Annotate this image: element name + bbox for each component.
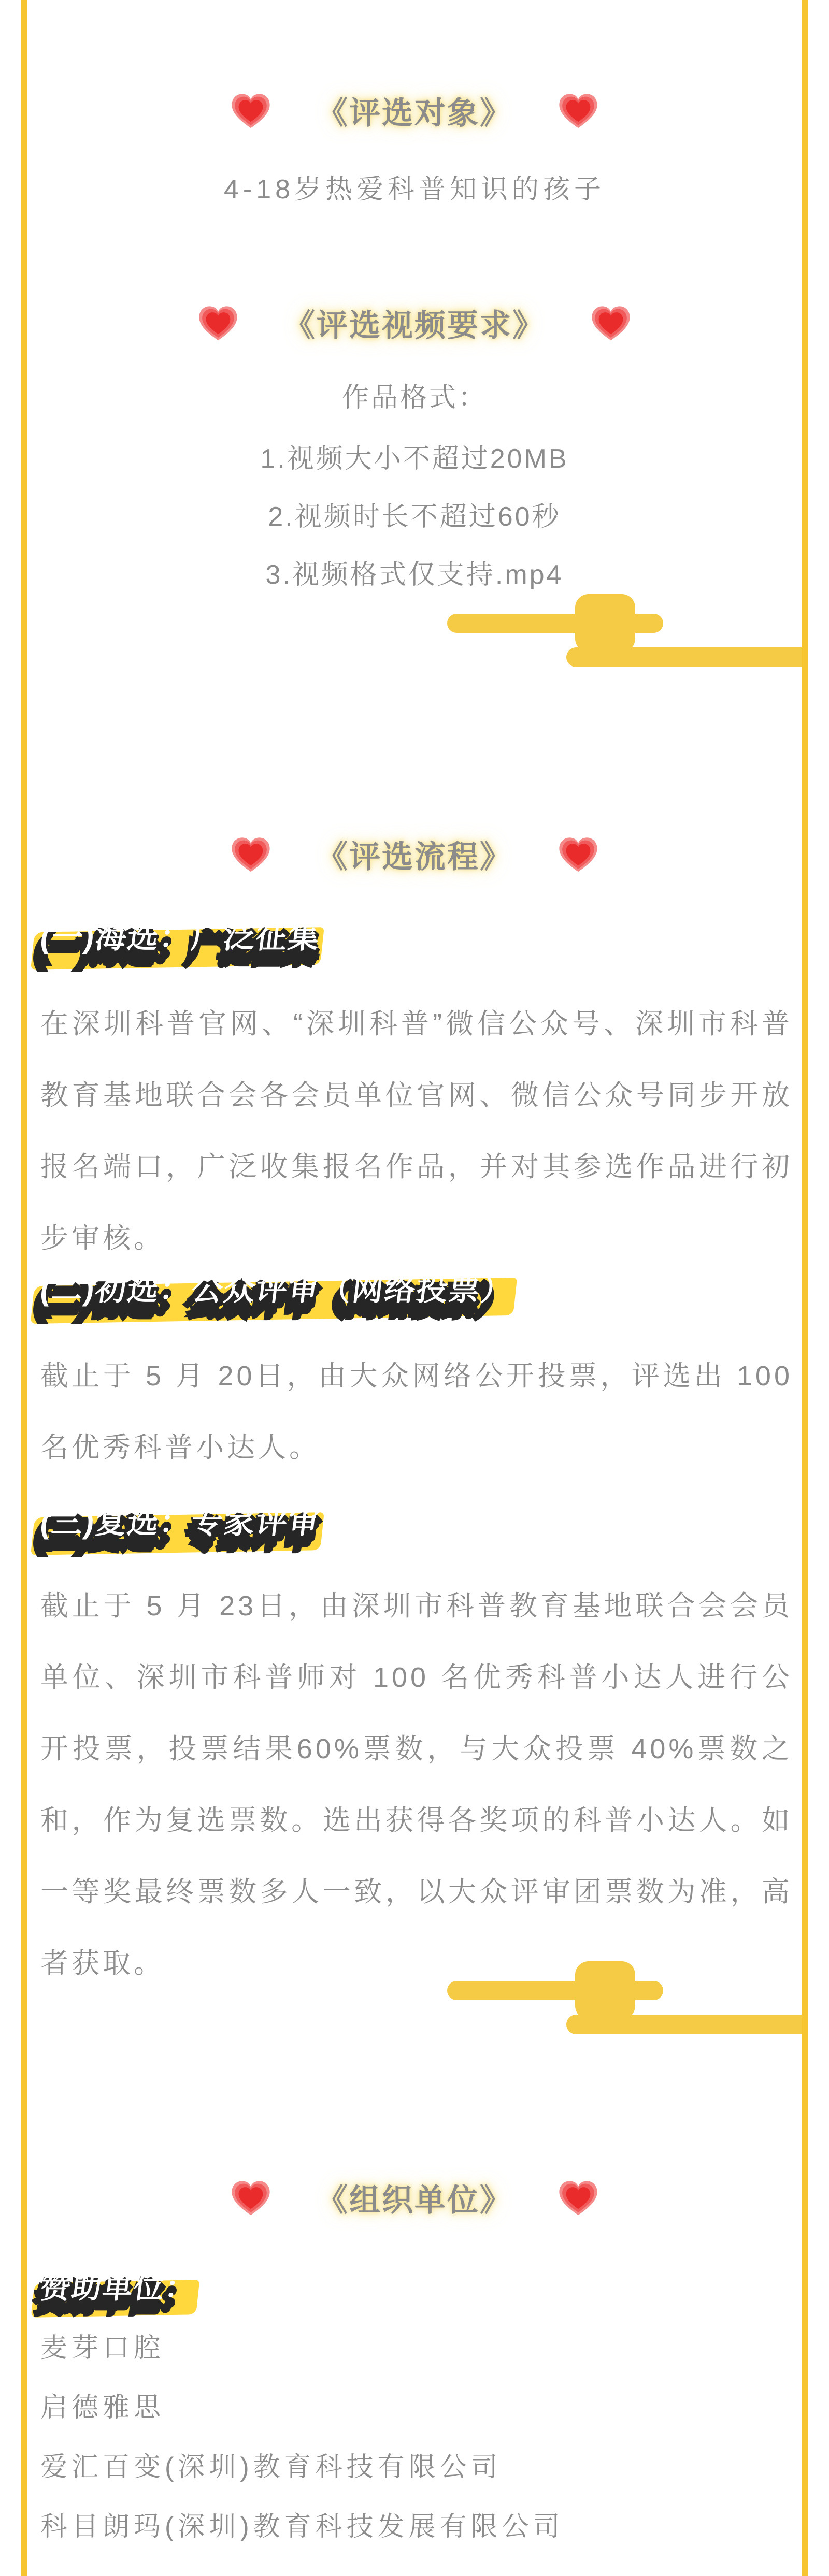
target-body-text: 4-18岁热爱科普知识的孩子 [223,174,606,205]
step3-heading: (三)复选：专家评审 (三)复选：专家评审 (三)复选：专家评审 [37,1496,324,1550]
section-title-videoreq: 《评选视频要求》 [284,308,545,343]
sponsor-item: 爱汇百变(深圳)教育科技有限公司 [40,2452,502,2482]
left-border-line [21,0,27,2576]
section-videoreq-title-row [0,296,829,350]
sponsor-item: 科目朗玛(深圳)教育科技发展有限公司 [40,2511,564,2542]
step1-body: 在深圳科普官网、“深圳科普”微信公众号、深圳市科普教育基地联合会各会员单位官网、微信公众号同步开放报名端口，广泛收集报名作品，并对其参选作品进行初步审核。 [40,1008,793,1254]
cloud-decoration [447,1961,805,2034]
section-organizer-title-row [0,2171,829,2225]
step1-heading: (一)海选：广泛征集 (一)海选：广泛征集 (一)海选：广泛征集 [37,910,324,964]
heart-icon [198,304,238,342]
heart-icon [558,92,598,130]
section-title-target: 《评选对象》 [317,96,512,131]
format-intro: 作品格式： [341,382,487,413]
section-title-organizer: 《组织单位》 [317,2183,512,2218]
format-item-2: 2.视频时长不超过60秒 [268,501,561,532]
right-border-line [802,0,808,2576]
heart-icon [558,835,598,874]
heart-icon [231,835,271,874]
step2-heading: (二)初选：公众评审（网络投票） (二)初选：公众评审（网络投票） (二)初选：公众评审（网络投票） [37,1263,517,1316]
heart-icon [231,92,271,130]
step2-body: 截止于 5 月 20日，由大众网络公开投票，评选出 100 名优秀科普小达人。 [40,1361,793,1463]
heart-icon [558,2179,598,2217]
sponsor-item: 麦芽口腔 [40,2333,165,2363]
section-target-title-row [0,84,829,138]
cloud-decoration [447,594,805,667]
format-item-1: 1.视频大小不超过20MB [260,443,569,474]
step3-body: 截止于 5 月 23日，由深圳市科普教育基地联合会会员单位、深圳市科普师对 100 名优秀科普小达人进行公开投票，投票结果60%票数，与大众投票 40%票数之和，作为复选票数。选出获得各奖项的科普小达人。如一等奖最终票数多人一致，以大众评审团票数为准，高者获取。 [40,1590,793,1979]
section-process-title-row [0,828,829,881]
heart-icon [591,304,631,342]
heart-icon [231,2179,271,2217]
section-title-process: 《评选流程》 [317,840,512,874]
sponsor-item: 启德雅思 [40,2392,165,2423]
format-item-3: 3.视频格式仅支持.mp4 [265,559,564,590]
sponsor-heading: 赞助单位： 赞助单位： 赞助单位： [37,2263,199,2313]
